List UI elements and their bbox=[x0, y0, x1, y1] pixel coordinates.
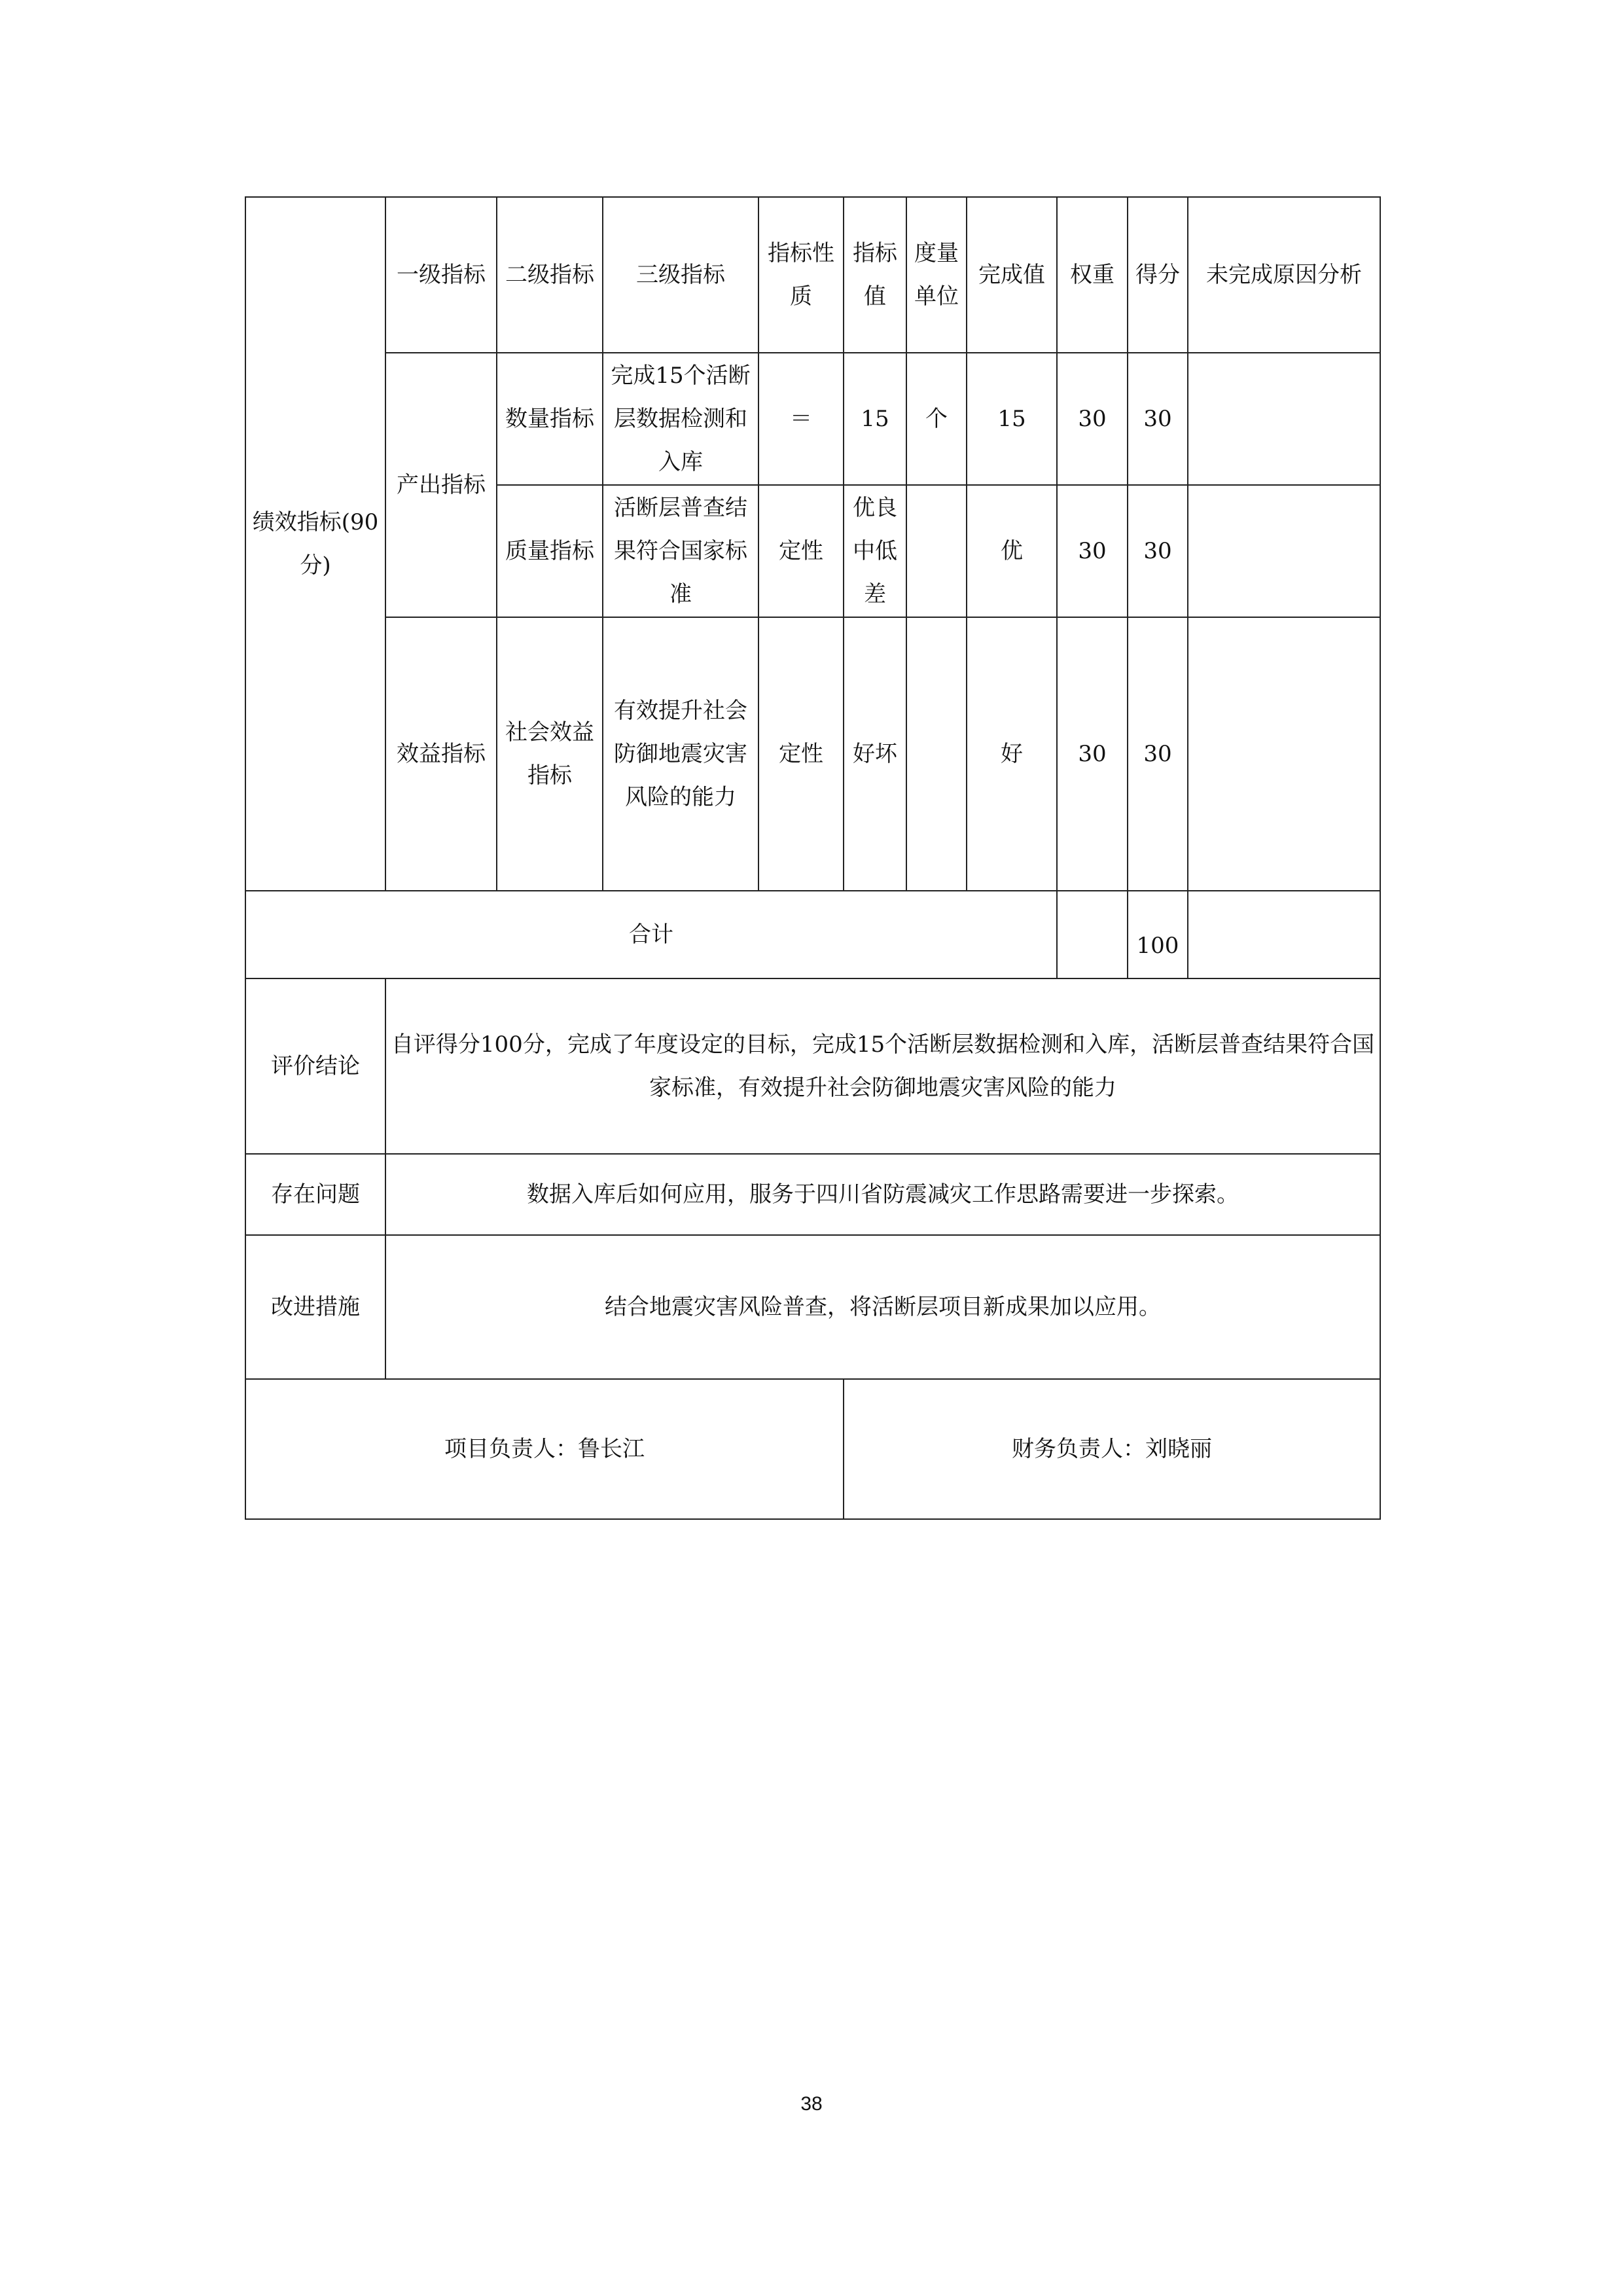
completed-cell: 好 bbox=[967, 617, 1057, 891]
level3-cell: 完成15个活断层数据检测和入库 bbox=[603, 353, 758, 485]
unit-cell: 个 bbox=[906, 353, 967, 485]
total-weight bbox=[1057, 891, 1128, 978]
level1-benefit: 效益指标 bbox=[385, 617, 497, 891]
header-unit: 度量单位 bbox=[906, 197, 967, 353]
signature-row bbox=[245, 1379, 1380, 1519]
problems-row bbox=[245, 1154, 1380, 1235]
measures-row bbox=[245, 1235, 1380, 1379]
header-value: 指标值 bbox=[844, 197, 906, 353]
project-lead-signature: 项目负责人：鲁长江 bbox=[245, 1379, 844, 1519]
problems-text: 数据入库后如何应用，服务于四川省防震减灾工作思路需要进一步探索。 bbox=[385, 1154, 1380, 1235]
unit-cell bbox=[906, 617, 967, 891]
level1-output: 产出指标 bbox=[385, 353, 497, 617]
measures-text: 结合地震灾害风险普查，将活断层项目新成果加以应用。 bbox=[385, 1235, 1380, 1379]
total-label: 合计 bbox=[245, 891, 1057, 978]
header-completed: 完成值 bbox=[967, 197, 1057, 353]
header-level1: 一级指标 bbox=[385, 197, 497, 353]
performance-evaluation-sheet bbox=[245, 196, 1380, 1520]
measures-label: 改进措施 bbox=[245, 1235, 385, 1379]
weight-cell: 30 bbox=[1057, 617, 1128, 891]
unit-cell bbox=[906, 485, 967, 617]
conclusion-text: 自评得分100分，完成了年度设定的目标，完成15个活断层数据检测和入库，活断层普查结果符合国家标准，有效提升社会防御地震灾害风险的能力 bbox=[385, 978, 1380, 1154]
header-level2: 二级指标 bbox=[497, 197, 603, 353]
problems-label: 存在问题 bbox=[245, 1154, 385, 1235]
header-nature: 指标性质 bbox=[758, 197, 844, 353]
header-weight: 权重 bbox=[1057, 197, 1128, 353]
value-cell: 好坏 bbox=[844, 617, 906, 891]
page-number: 38 bbox=[800, 2093, 823, 2115]
score-cell: 30 bbox=[1128, 353, 1188, 485]
reason-cell bbox=[1188, 353, 1380, 485]
level2-cell: 数量指标 bbox=[497, 353, 603, 485]
header-reason: 未完成原因分析 bbox=[1188, 197, 1380, 353]
total-row bbox=[245, 891, 1380, 978]
score-cell: 30 bbox=[1128, 617, 1188, 891]
weight-cell: 30 bbox=[1057, 485, 1128, 617]
conclusion-label: 评价结论 bbox=[245, 978, 385, 1154]
level2-cell: 社会效益指标 bbox=[497, 617, 603, 891]
completed-cell: 15 bbox=[967, 353, 1057, 485]
total-reason bbox=[1188, 891, 1380, 978]
score-cell: 30 bbox=[1128, 485, 1188, 617]
level3-cell: 有效提升社会防御地震灾害风险的能力 bbox=[603, 617, 758, 891]
table-row bbox=[245, 353, 1380, 485]
header-score: 得分 bbox=[1128, 197, 1188, 353]
completed-cell: 优 bbox=[967, 485, 1057, 617]
weight-cell: 30 bbox=[1057, 353, 1128, 485]
value-cell: 优良中低差 bbox=[844, 485, 906, 617]
header-row bbox=[245, 197, 1380, 353]
reason-cell bbox=[1188, 617, 1380, 891]
nature-cell: 定性 bbox=[758, 617, 844, 891]
total-score: 100 bbox=[1128, 891, 1188, 978]
finance-lead-signature: 财务负责人：刘晓丽 bbox=[844, 1379, 1380, 1519]
value-cell: 15 bbox=[844, 353, 906, 485]
nature-cell: ＝ bbox=[758, 353, 844, 485]
level2-cell: 质量指标 bbox=[497, 485, 603, 617]
header-level3: 三级指标 bbox=[603, 197, 758, 353]
performance-indicator-table bbox=[245, 196, 1381, 1520]
nature-cell: 定性 bbox=[758, 485, 844, 617]
conclusion-row bbox=[245, 978, 1380, 1154]
table-row bbox=[245, 617, 1380, 891]
performance-indicator-side-label: 绩效指标(90分) bbox=[245, 197, 385, 891]
level3-cell: 活断层普查结果符合国家标准 bbox=[603, 485, 758, 617]
reason-cell bbox=[1188, 485, 1380, 617]
